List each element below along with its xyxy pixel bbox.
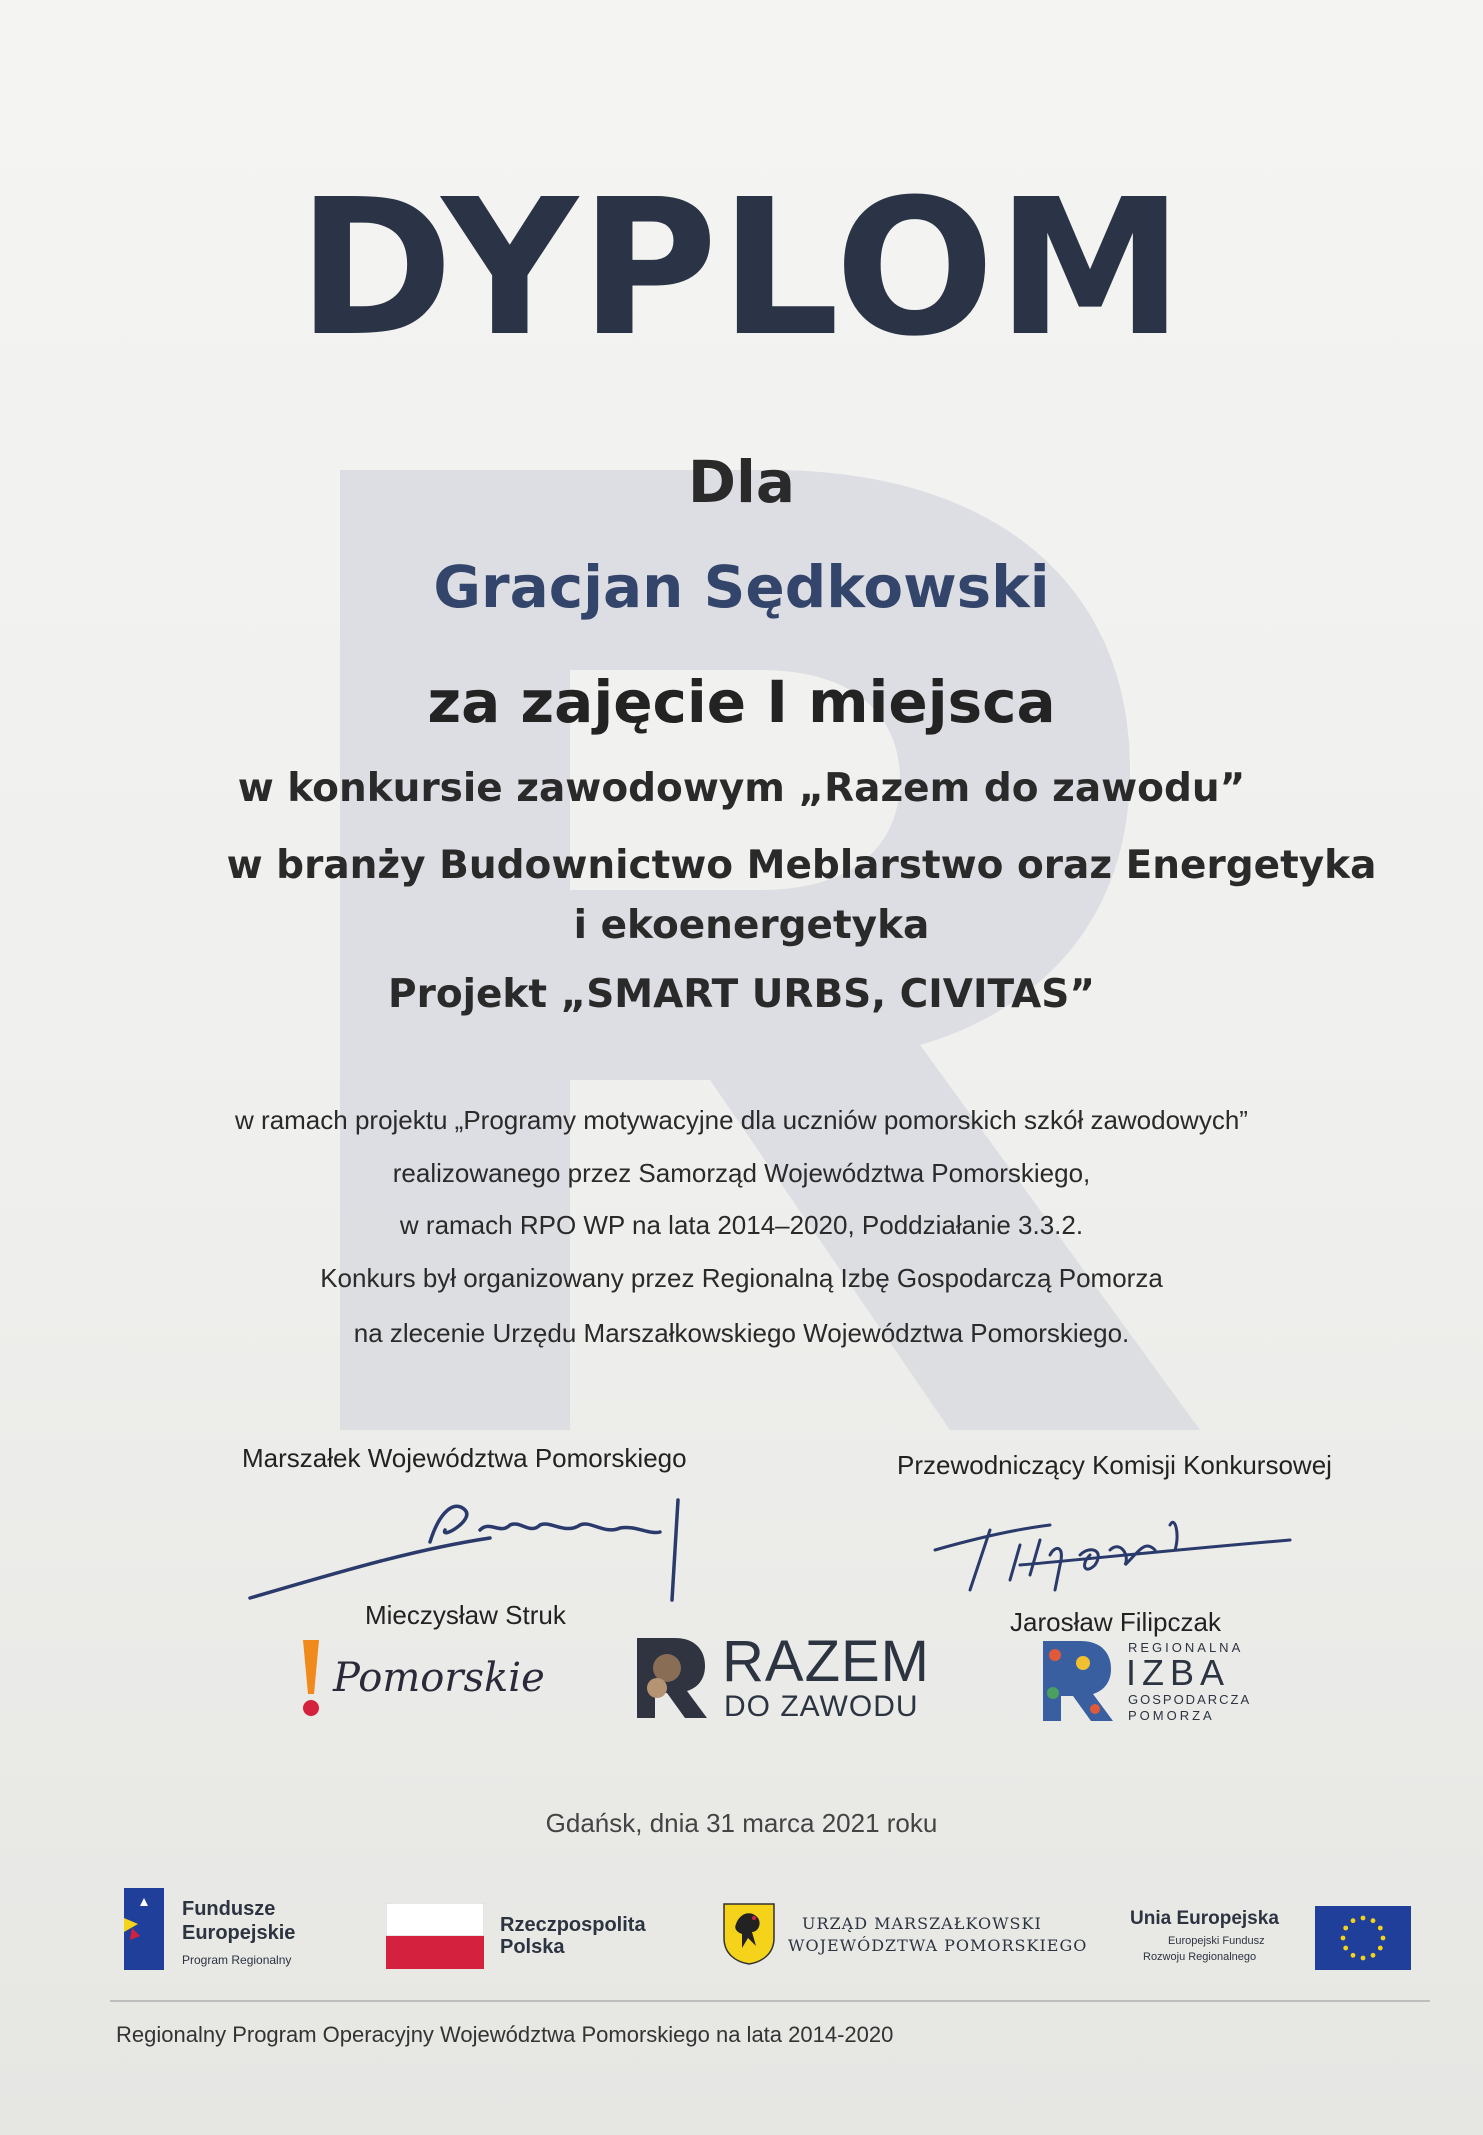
izba-logo-line3: GOSPODARCZA [1128, 1692, 1252, 1707]
polish-flag-icon [386, 1903, 484, 1969]
izba-logo-line4: POMORZA [1128, 1708, 1215, 1723]
razem-logo-subtitle: DO ZAWODU [724, 1690, 919, 1723]
fe-logo-line3: Program Regionalny [182, 1953, 292, 1967]
um-logo-line2: WOJEWÓDZTWA POMORSKIEGO [788, 1936, 1088, 1955]
right-signatory-title: Przewodniczący Komisji Konkursowej [897, 1450, 1332, 1480]
izba-r-icon [1043, 1641, 1113, 1721]
eu-logo-line1: Unia Europejska [1130, 1908, 1279, 1929]
achievement-text: za zajęcie I miejsca [427, 668, 1056, 736]
um-logo-line1: URZĄD MARSZAŁKOWSKI [802, 1914, 1042, 1933]
detail-line: na zlecenie Urzędu Marszałkowskiego Województwa Pomorskiego. [353, 1318, 1130, 1348]
pomorskie-coat-of-arms-icon [722, 1902, 776, 1966]
right-signatory-name: Jarosław Filipczak [1010, 1607, 1221, 1637]
eu-logo-line2: Europejski Fundusz [1168, 1935, 1265, 1947]
izba-logo-line2: IZBA [1126, 1652, 1231, 1693]
contest-line: w konkursie zawodowym „Razem do zawodu” [237, 766, 1246, 811]
fundusze-europejskie-icon [118, 1888, 166, 1970]
detail-line: w ramach RPO WP na lata 2014–2020, Poddziałanie 3.3.2. [399, 1210, 1084, 1240]
right-signature [930, 1495, 1300, 1605]
exclamation-icon [298, 1638, 324, 1718]
recipient-name: Gracjan Sędkowski [433, 553, 1050, 621]
razem-r-icon [637, 1638, 707, 1718]
fe-logo-line1: Fundusze [182, 1898, 276, 1920]
razem-logo-title: RAZEM [722, 1629, 930, 1694]
diploma-title: DYPLOM [297, 159, 1186, 378]
pomorskie-logo: Pomorskie [333, 1655, 545, 1701]
eu-logo-line3: Rozwoju Regionalnego [1143, 1951, 1257, 1963]
branch-line-1: w branży Budownictwo Meblarstwo oraz Energetyka [226, 843, 1377, 888]
detail-line: w ramach projektu „Programy motywacyjne dla uczniów pomorskich szkół zawodowych” [235, 1105, 1248, 1135]
rp-logo-line1: Rzeczpospolita [500, 1914, 646, 1936]
detail-line: Konkurs był organizowany przez Regionalną Izbę Gospodarczą Pomorza [320, 1263, 1163, 1293]
detail-line: realizowanego przez Samorząd Województwa Pomorskiego, [392, 1158, 1091, 1188]
branch-line-2: i ekoenergetyka [573, 903, 930, 948]
footer-text: Regionalny Program Operacyjny Województwa Pomorskiego na lata 2014-2020 [116, 2022, 894, 2047]
eu-flag-icon [1315, 1906, 1411, 1970]
project-line: Projekt „SMART URBS, CIVITAS” [388, 972, 1095, 1017]
footer-divider [110, 2000, 1430, 2002]
izba-logo-line1: REGIONALNA [1128, 1640, 1244, 1655]
date-line: Gdańsk, dnia 31 marca 2021 roku [545, 1808, 938, 1838]
fe-logo-line2: Europejskie [182, 1922, 296, 1944]
rp-logo-line2: Polska [500, 1936, 565, 1958]
left-signatory-name: Mieczysław Struk [365, 1600, 566, 1630]
left-signature [240, 1480, 710, 1610]
left-signatory-title: Marszałek Województwa Pomorskiego [242, 1443, 687, 1473]
for-label: Dla [687, 448, 796, 516]
